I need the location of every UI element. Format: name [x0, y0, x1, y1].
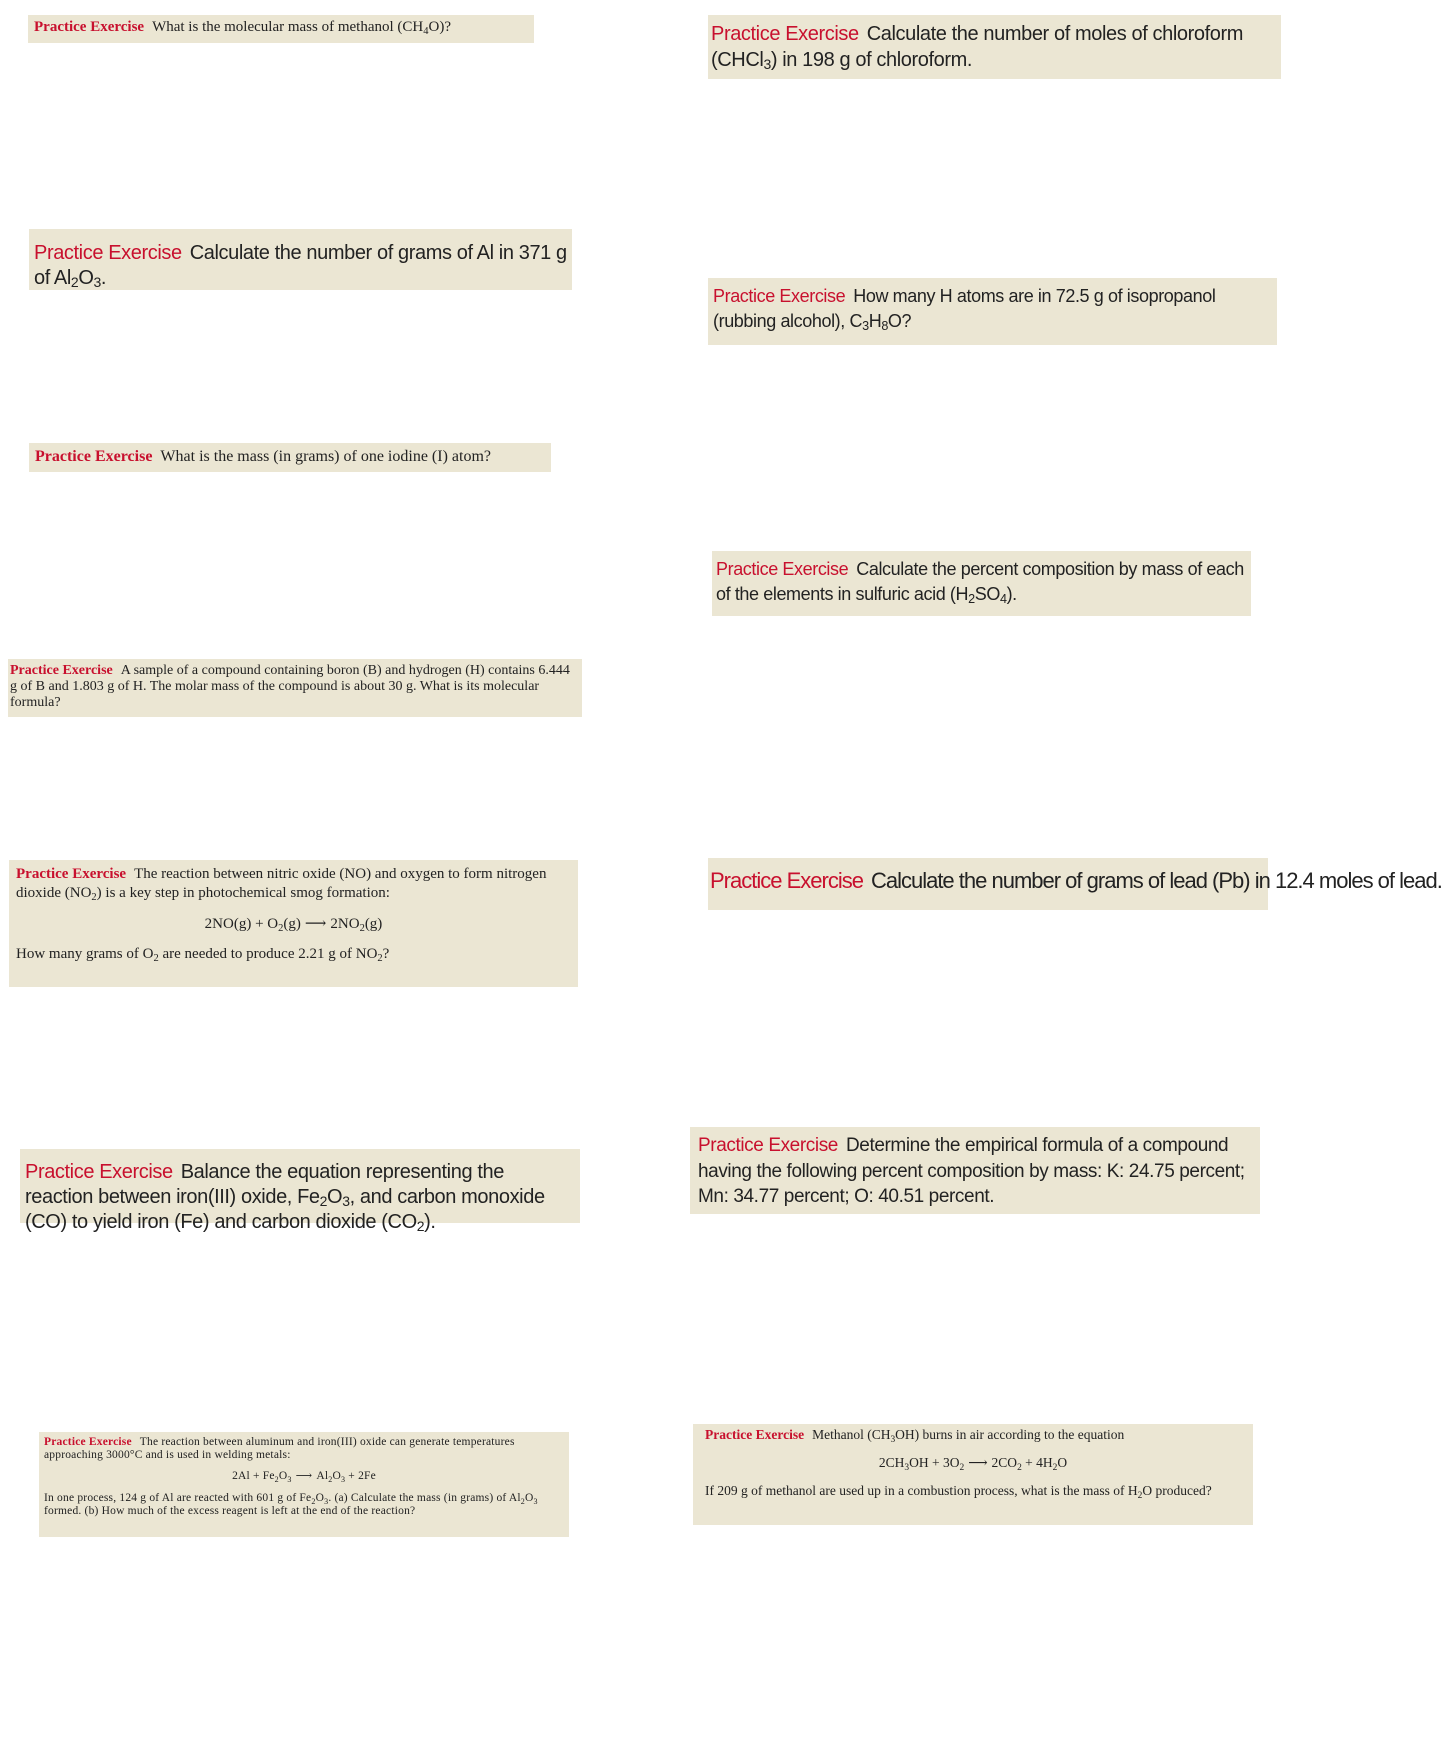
exercise-chcl3: Practice Exercise Calculate the number of moles of chloroform (CHCl$_3$) in 198 g of chloroform.: [708, 15, 1281, 79]
exercise-label: Practice Exercise: [25, 1161, 173, 1183]
exercise-isopropanol: Practice Exercise How many H atoms are in 72.5 g of isopropanol (rubbing alcohol), $C_3H_8O$?: [708, 278, 1277, 345]
thermite-question: In one process, 124 g of Al are reacted with 601 g of $Fe_2O_3$. (a) Calculate the mass (in grams) of $Al_2O_3$ formed. (b) How much of the excess reagent is left at the end of the reaction?: [44, 1491, 538, 1517]
exercise-iodine: Practice Exercise What is the mass (in grams) of one iodine (I) atom?: [29, 443, 551, 472]
exercise-label: Practice Exercise: [710, 868, 863, 893]
combustion-intro: Practice Exercise Methanol $(CH_3OH)$ burns in air according to the equation: [705, 1427, 1125, 1445]
reaction-arrow-icon: ⟶: [304, 915, 327, 932]
thermite-equation: $2Al + Fe_2O_3$ ⟶ $Al_2O_3 + 2Fe$: [232, 1470, 376, 1485]
exercise-thermite: [39, 1432, 569, 1537]
exercise-empirical: Practice Exercise Determine the empirical formula of a compound having the following percent composition by mass: K: 24.75 percent; Mn: 34.77 percent; O: 40.51 percent.: [690, 1127, 1260, 1214]
exercise-label: Practice Exercise: [713, 286, 846, 306]
exercise-h2so4: Practice Exercise Calculate the percent composition by mass of each of the elements in sulfuric acid $(H_2SO_4)$.: [712, 551, 1251, 616]
no2-intro: Practice Exercise The reaction between nitric oxide (NO) and oxygen to form nitrogen dioxide $(NO_2)$ is a key step in photochemical smog formation:: [16, 866, 547, 903]
exercise-label: Practice Exercise: [698, 1135, 838, 1156]
exercise-boron: Practice Exercise A sample of a compound containing boron (B) and hydrogen (H) contains 6.444 g of B and 1.803 g of H. The molar mass of the compound is about 30 g. What is its molecular formula?: [8, 659, 582, 717]
exercise-label: Practice Exercise: [711, 23, 859, 45]
exercise-label: Practice Exercise: [34, 242, 182, 264]
exercise-combustion: [693, 1424, 1253, 1525]
combustion-question: If 209 g of methanol are used up in a combustion process, what is the mass of $H_2O$ produced?: [705, 1483, 1212, 1502]
reaction-arrow-icon: ⟶: [968, 1455, 988, 1471]
exercise-label: Practice Exercise: [10, 663, 113, 678]
exercise-al: Practice Exercise Calculate the number of grams of Al in 371 g of $Al_2O_3$.: [29, 229, 572, 290]
exercise-label: Practice Exercise: [716, 559, 849, 579]
exercise-label: Practice Exercise: [705, 1427, 805, 1442]
no2-equation: $2NO(g) + O_2(g)$ ⟶ $2NO_2(g)$: [204, 915, 383, 934]
exercise-fe2o3: Practice Exercise Balance the equation representing the reaction between iron(III) oxide, $Fe_2O_3$, and carbon monoxide (CO) to yield iron (Fe) and carbon dioxide $(CO_2)$.: [20, 1149, 580, 1223]
no2-question: How many grams of $O_2$ are needed to produce 2.21 g of $NO_2$?: [16, 946, 390, 965]
exercise-lead: Practice Exercise Calculate the number of grams of lead (Pb) in 12.4 moles of lead.: [708, 858, 1268, 910]
exercise-methanol: Practice Exercise What is the molecular mass of methanol $(CH_4O)$?: [28, 15, 534, 43]
combustion-equation: $2CH_3OH + 3O_2$ ⟶ $2CO_2 + 4H_2O$: [878, 1455, 1068, 1474]
exercise-no2: [9, 860, 578, 987]
thermite-intro: Practice Exercise The reaction between aluminum and iron(III) oxide can generate temperatures approaching 3000°C and is used in welding metals:: [44, 1436, 515, 1462]
exercise-label: Practice Exercise: [34, 19, 145, 35]
reaction-arrow-icon: ⟶: [295, 1470, 313, 1483]
exercise-label: Practice Exercise: [44, 1436, 132, 1448]
exercise-label: Practice Exercise: [35, 448, 153, 465]
exercise-label: Practice Exercise: [16, 866, 127, 882]
